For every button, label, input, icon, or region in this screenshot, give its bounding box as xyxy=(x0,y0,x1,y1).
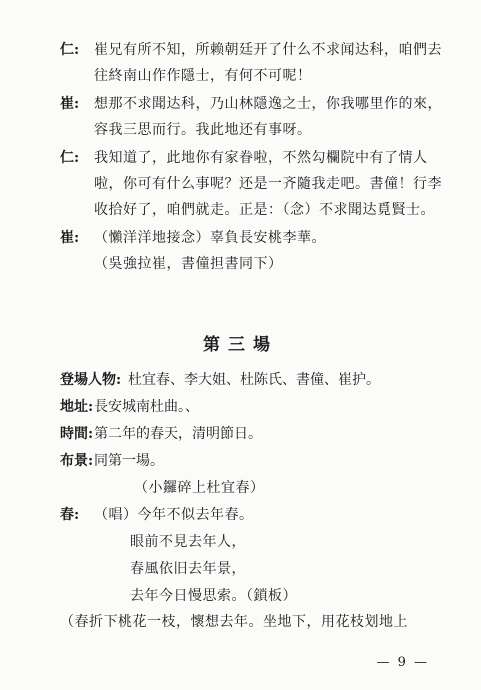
speaker-label: 春: xyxy=(60,507,80,523)
meta-time xyxy=(60,424,441,444)
meta-label: 地址: xyxy=(60,399,94,415)
action-text: （春折下桃花一枝，懷想去年。坐地下，用花枝划地上 xyxy=(60,614,408,630)
stage-direction xyxy=(60,478,441,498)
dialogue-text: （懶洋洋地接念）辜負長安桃李華。 xyxy=(94,230,326,246)
speaker-label: 崔: xyxy=(60,230,80,246)
song-text: （唱）今年不似去年春。 xyxy=(94,507,254,523)
song-text: 春風依旧去年景， xyxy=(130,561,246,577)
dialogue-line xyxy=(60,94,441,114)
dialogue-text: 容我三思而行。我此地还有事呀。 xyxy=(94,122,312,138)
song-line xyxy=(60,559,441,579)
dialogue-line xyxy=(60,148,441,168)
meta-characters xyxy=(60,370,441,390)
meta-label: 登場人物: xyxy=(60,372,122,388)
meta-label: 布景: xyxy=(60,453,94,469)
song-text: 眼前不見去年人， xyxy=(130,534,246,550)
stage-direction xyxy=(60,254,441,274)
dialogue-text: 收拾好了，咱們就走。正是：（念）不求聞达覓賢士。 xyxy=(94,202,435,218)
meta-value: 長安城南杜曲。、 xyxy=(94,399,199,415)
meta-location xyxy=(60,397,441,417)
dialogue-text: 我知道了，此地你有家眷啦，不然勾欄院中有了情人 xyxy=(94,150,428,166)
dialogue-line xyxy=(60,66,441,86)
song-text: 去年今日慢思索。（鎖板） xyxy=(130,588,297,604)
speaker-label: 崔: xyxy=(60,96,80,112)
speaker-label: 仁: xyxy=(60,150,80,166)
dialogue-line xyxy=(60,120,441,140)
meta-value: 杜宜春、李大姐、杜陈氏、書僮、崔护。 xyxy=(128,372,380,388)
page-number: — 9 — xyxy=(376,655,429,670)
dialogue-text: 往終南山作作隱士，有何不可呢！ xyxy=(94,68,312,84)
song-line xyxy=(60,505,441,525)
dialogue-line xyxy=(60,228,441,248)
stage-direction-text: （吳強拉崔，書僮担書同下） xyxy=(94,256,283,272)
meta-value: 第二年的春天，清明節日。 xyxy=(94,426,262,442)
meta-value: 同第一場。 xyxy=(94,453,164,469)
scene-title: 第三場 xyxy=(203,335,278,355)
action-line xyxy=(60,612,441,632)
song-line xyxy=(60,586,441,606)
stage-direction-text: （小鑼碎上杜宜春） xyxy=(134,480,265,496)
dialogue-line xyxy=(60,174,441,194)
dialogue-text: 崔兄有所不知，所赖朝廷开了什么不求闻达科，咱們去 xyxy=(94,42,442,58)
dialogue-text: 啦，你可有什么事呢？还是一齐隨我走吧。書僮！行李 xyxy=(94,176,442,192)
dialogue-line xyxy=(60,200,441,220)
dialogue-line xyxy=(60,40,441,60)
speaker-label: 仁: xyxy=(60,42,80,58)
dialogue-text: 想那不求聞达科，乃山林隱逸之士，你我哪里作的來， xyxy=(94,96,442,112)
song-line xyxy=(60,532,441,552)
meta-set xyxy=(60,451,441,471)
meta-label: 時間: xyxy=(60,426,94,442)
